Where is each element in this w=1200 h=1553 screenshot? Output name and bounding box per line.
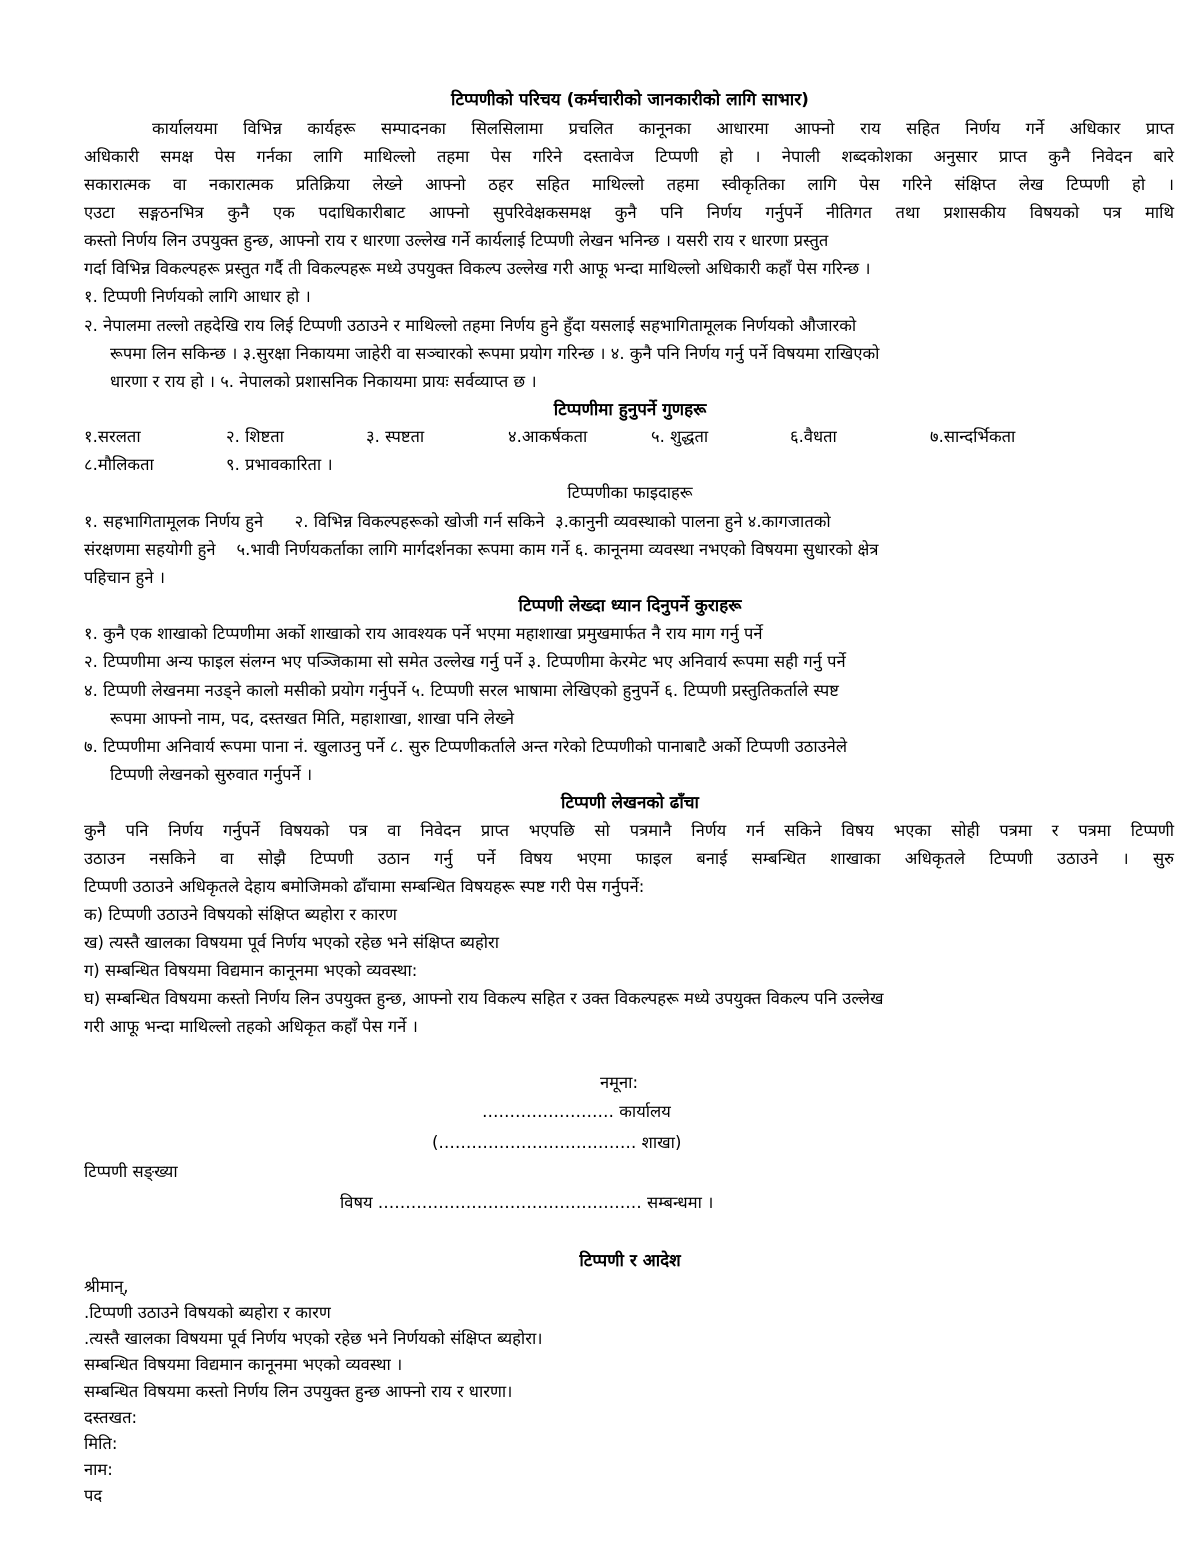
benefits-line: पहिचान हुने । [84, 568, 165, 587]
intro-line: एउटा सङ्गठनभित्र कुनै एक पदाधिकारीबाट आफ्नो सुपरिवेक्षकसमक्ष कुनै पनि निर्णय गर्नुपर्ने नीतिगत तथा प्रशासकीय विषयको पत्र माथि [84, 203, 1174, 222]
sample-subject: विषय ………………………………………… सम्बन्धमा । [340, 1193, 714, 1212]
format-item: घ) सम्बन्धित विषयमा कस्तो निर्णय लिन उपयुक्त हुन्छ, आफ्नो राय विकल्प सहित र उक्त विकल्पहरू मध्ये उपयुक्त विकल्प पनि उल्लेख [84, 989, 884, 1008]
sample-label: नमूना: [600, 1073, 639, 1092]
format-line: उठाउन नसकिने वा सोझै टिप्पणी उठान गर्नु पर्ने विषय भएमा फाइल बनाई सम्बन्धित शाखाका अधिकृतले टिप्पणी उठाउने । सुरु [84, 849, 1174, 868]
quality-item: ७.सान्दर्भिकता [930, 427, 1016, 446]
benefits-line: संरक्षणमा सहयोगी हुने ५.भावी निर्णयकर्ताका लागि मार्गदर्शनका रूपमा काम गर्ने ६. कानूनमा व्यवस्था नभएको विषयमा सुधारको क्षेत्र [84, 540, 879, 559]
quality-item: ९. प्रभावकारिता । [226, 455, 333, 474]
benefits-line: १. सहभागितामूलक निर्णय हुने २. विभिन्न विकल्पहरूको खोजी गर्न सकिने ३.कानुनी व्यवस्थाको पालना हुने ४.कागजातको [84, 512, 831, 531]
intro-line: सकारात्मक वा नकारात्मक प्रतिक्रिया लेख्ने आफ्नो ठहर सहित माथिल्लो तहमा स्वीकृतिका लागि पेस गरिने संक्षिप्त लेख टिप्पणी हो । [84, 175, 1174, 194]
order-line: सम्बन्धित विषयमा कस्तो निर्णय लिन उपयुक्त हुन्छ आफ्नो राय र धारणा। [84, 1382, 513, 1401]
format-item: गरी आफू भन्दा माथिल्लो तहको अधिकृत कहाँ पेस गर्ने । [84, 1017, 418, 1036]
intro-line: गर्दा विभिन्न विकल्पहरू प्रस्तुत गर्दै ती विकल्पहरू मध्ये उपयुक्त विकल्प उल्लेख गरी आफू भन्दा माथिल्लो अधिकारी कहाँ पेस गरिन्छ । [84, 259, 871, 278]
attention-point: २. टिप्पणीमा अन्य फाइल संलग्न भए पञ्जिकामा सो समेत उल्लेख गर्नु पर्ने ३. टिप्पणीमा केरमेट भए अनिवार्य रूपमा सही गर्नु पर्ने [84, 652, 846, 671]
order-post-label: पद [84, 1486, 103, 1505]
heading-qualities: टिप्पणीमा हुनुपर्ने गुणहरू [553, 400, 707, 420]
quality-item: ६.वैधता [790, 427, 837, 446]
sample-branch: (……………………………… शाखा) [432, 1133, 682, 1152]
quality-item: २. शिष्टता [226, 427, 284, 446]
intro-point: धारणा र राय हो । ५. नेपालको प्रशासनिक निकायमा प्रायः सर्वव्याप्त छ । [110, 372, 537, 391]
attention-point: रूपमा आफ्नो नाम, पद, दस्तखत मिति, महाशाखा, शाखा पनि लेख्ने [110, 709, 514, 728]
order-line: सम्बन्धित विषयमा विद्यमान कानूनमा भएको व्यवस्था । [84, 1355, 403, 1374]
order-line: .त्यस्तै खालका विषयमा पूर्व निर्णय भएको रहेछ भने निर्णयको संक्षिप्त ब्यहोरा। [84, 1329, 543, 1348]
order-name-label: नाम: [84, 1460, 113, 1479]
intro-point: रूपमा लिन सकिन्छ । ३.सुरक्षा निकायमा जाहेरी वा सञ्चारको रूपमा प्रयोग गरिन्छ । ४. कुनै पनि निर्णय गर्नु पर्ने विषयमा राखिएको [110, 344, 880, 363]
format-line: कुनै पनि निर्णय गर्नुपर्ने विषयको पत्र वा निवेदन प्राप्त भएपछि सो पत्रमानै निर्णय गर्न सकिने विषय भएका सोही पत्रमा र पत्रमा टिप्पणी [84, 821, 1174, 840]
quality-item: ५. शुद्धता [651, 427, 709, 446]
intro-line: कस्तो निर्णय लिन उपयुक्त हुन्छ, आफ्नो राय र धारणा उल्लेख गर्ने कार्यलाई टिप्पणी लेखन भनिन्छ । यसरी राय र धारणा प्रस्तुत [84, 231, 829, 250]
format-line: टिप्पणी उठाउने अधिकृतले देहाय बमोजिमको ढाँचामा सम्बन्धित विषयहरू स्पष्ट गरी पेस गर्नुपर्ने: [84, 877, 645, 896]
sample-tippani-number: टिप्पणी सङ्ख्या [84, 1162, 178, 1181]
intro-line: कार्यालयमा विभिन्न कार्यहरू सम्पादनका सिलसिलामा प्रचलित कानूनका आधारमा आफ्नो राय सहित निर्णय गर्ने अधिकार प्राप्त [152, 119, 1174, 138]
order-date-label: मिति: [84, 1434, 118, 1453]
heading-order: टिप्पणी र आदेश [579, 1251, 681, 1271]
format-item: ग) सम्बन्धित विषयमा विद्यमान कानूनमा भएको व्यवस्था: [84, 961, 418, 980]
heading-attention: टिप्पणी लेख्दा ध्यान दिनुपर्ने कुराहरू [518, 596, 742, 616]
attention-point: ७. टिप्पणीमा अनिवार्य रूपमा पाना नं. खुलाउनु पर्ने ८. सुरु टिप्पणीकर्ताले अन्त गरेको टिप्पणीको पानाबाटै अर्को टिप्पणी उठाउनेले [84, 737, 847, 756]
quality-item: १.सरलता [84, 427, 141, 446]
intro-point: २. नेपालमा तल्लो तहदेखि राय लिई टिप्पणी उठाउने र माथिल्लो तहमा निर्णय हुने हुँदा यसलाई सहभागितामूलक निर्णयको औजारको [84, 316, 857, 335]
intro-point: १. टिप्पणी निर्णयको लागि आधार हो । [84, 287, 311, 306]
order-line: .टिप्पणी उठाउने विषयको ब्यहोरा र कारण [84, 1303, 331, 1322]
attention-point: १. कुनै एक शाखाको टिप्पणीमा अर्को शाखाको राय आवश्यक पर्ने भएमा महाशाखा प्रमुखमार्फत नै राय माग गर्नु पर्ने [84, 624, 763, 643]
attention-point: टिप्पणी लेखनको सुरुवात गर्नुपर्ने । [110, 765, 313, 784]
heading-format: टिप्पणी लेखनको ढाँचा [561, 793, 699, 813]
attention-point: ४. टिप्पणी लेखनमा नउड्ने कालो मसीको प्रयोग गर्नुपर्ने ५. टिप्पणी सरल भाषामा लेखिएको हुनुपर्ने ६. टिप्पणी प्रस्तुतिकर्ताले स्पष्ट [84, 681, 839, 700]
intro-line: अधिकारी समक्ष पेस गर्नका लागि माथिल्लो तहमा पेस गरिने दस्तावेज टिप्पणी हो । नेपाली शब्दकोशका अनुसार प्राप्त कुनै निवेदन बारे [84, 147, 1174, 166]
sample-office: …………………… कार्यालय [482, 1102, 671, 1121]
order-signature-label: दस्तखत: [84, 1408, 138, 1427]
heading-intro: टिप्पणीको परिचय (कर्मचारीको जानकारीको लागि साभार) [451, 90, 809, 110]
quality-item: ३. स्पष्टता [366, 427, 425, 446]
format-item: क) टिप्पणी उठाउने विषयको संक्षिप्त ब्यहोरा र कारण [84, 905, 397, 924]
format-item: ख) त्यस्तै खालका विषयमा पूर्व निर्णय भएको रहेछ भने संक्षिप्त ब्यहोरा [84, 933, 500, 952]
order-line: श्रीमान्, [84, 1277, 129, 1296]
quality-item: ८.मौलिकता [84, 455, 154, 474]
quality-item: ४.आकर्षकता [508, 427, 588, 446]
heading-benefits: टिप्पणीका फाइदाहरू [567, 483, 693, 502]
